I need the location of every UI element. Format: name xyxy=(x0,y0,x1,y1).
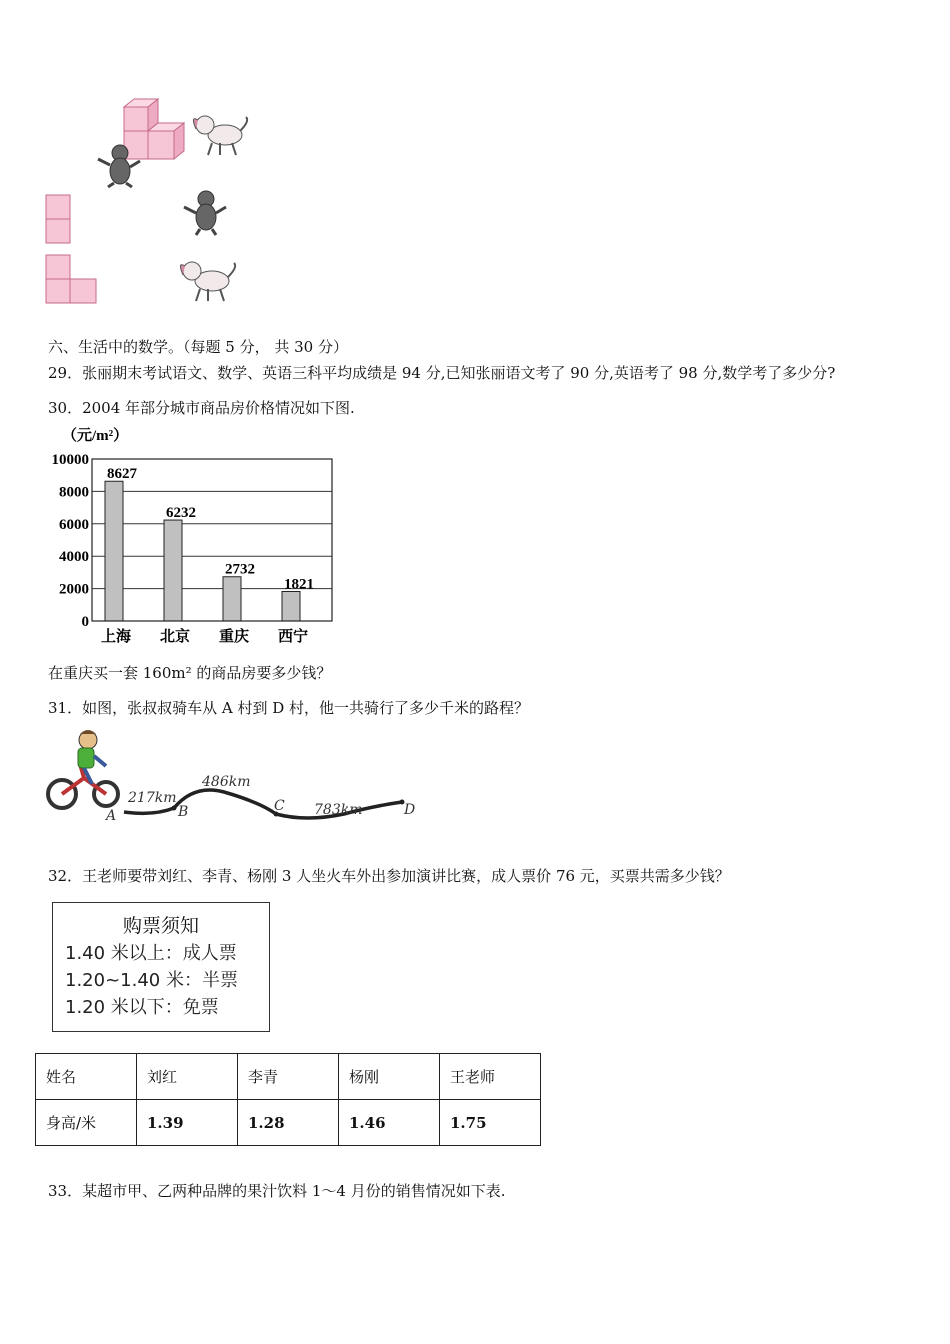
table-cell: 刘红 xyxy=(137,1054,238,1100)
y-tick-label: 4000 xyxy=(59,549,89,566)
x-tick-label: 重庆 xyxy=(218,627,250,645)
cyclist-icon xyxy=(48,730,118,808)
table-cell: 李青 xyxy=(238,1054,339,1100)
question-32: 32．王老师要带刘红、李青、杨刚 3 人坐火车外出参加演讲比赛，成人票价 76 元，买票共需多少钱？ xyxy=(48,867,730,885)
point-b-label: B xyxy=(178,804,189,820)
notice-line: 1.40 米以上：成人票 xyxy=(65,943,237,964)
table-cell: 王老师 xyxy=(440,1054,541,1100)
table-cell: 1.28 xyxy=(238,1100,339,1146)
ticket-notice-box xyxy=(52,902,270,1032)
question-31: 31．如图，张叔叔骑车从 A 村到 D 村，他一共骑行了多少千米的路程？ xyxy=(48,699,530,717)
x-tick-label: 北京 xyxy=(159,627,191,645)
bar-value-label: 2732 xyxy=(225,561,255,578)
point-c-label: C xyxy=(274,798,285,814)
dog-icon xyxy=(180,262,235,301)
table-cell: 身高/米 xyxy=(36,1100,137,1146)
point-a-label: A xyxy=(106,808,117,824)
table-cell: 姓名 xyxy=(36,1054,137,1100)
y-tick-label: 8000 xyxy=(59,484,89,501)
question-33: 33．某超市甲、乙两种品牌的果汁饮料 1～4 月份的销售情况如下表. xyxy=(48,1182,506,1200)
bar xyxy=(105,481,123,621)
table-cell: 1.75 xyxy=(440,1100,541,1146)
question-30: 30．2004 年部分城市商品房价格情况如下图. xyxy=(48,399,355,417)
front-view xyxy=(46,195,70,243)
x-tick-label: 上海 xyxy=(100,627,132,645)
price-bar-chart xyxy=(40,422,350,654)
bar xyxy=(164,520,182,621)
cube-view-figure xyxy=(40,95,260,310)
bar xyxy=(282,591,300,621)
y-axis-unit: （元/m²） xyxy=(62,428,129,444)
y-tick-label: 6000 xyxy=(59,516,89,533)
distance-ab: 217km xyxy=(128,790,177,806)
height-table xyxy=(35,1053,541,1146)
notice-title: 购票须知 xyxy=(122,915,199,937)
bar-value-label: 1821 xyxy=(284,576,314,593)
distance-cd: 783km xyxy=(314,802,363,818)
y-tick-label: 0 xyxy=(81,614,89,630)
notice-line: 1.20~1.40 米：半票 xyxy=(65,970,238,991)
route-figure xyxy=(44,730,444,830)
dog-icon xyxy=(193,116,247,155)
table-row xyxy=(36,1100,541,1146)
monkey-icon xyxy=(184,191,226,235)
distance-bc: 486km xyxy=(202,774,251,790)
table-cell: 1.46 xyxy=(339,1100,440,1146)
bar xyxy=(223,577,241,621)
y-tick-label: 2000 xyxy=(59,581,89,598)
table-cell: 杨刚 xyxy=(339,1054,440,1100)
bar-value-label: 8627 xyxy=(107,466,137,483)
point-d-label: D xyxy=(404,802,416,818)
table-row xyxy=(36,1054,541,1100)
question-29: 29．张丽期末考试语文、数学、英语三科平均成绩是 94 分,已知张丽语文考了 90 分,英语考了 98 分,数学考了多少分? xyxy=(48,364,836,382)
question-30-ask: 在重庆买一套 160m² 的商品房要多少钱？ xyxy=(48,664,332,682)
section-heading: 六、生活中的数学。（每题 5 分， 共 30 分） xyxy=(48,338,348,356)
table-cell: 1.39 xyxy=(137,1100,238,1146)
y-tick-label: 10000 xyxy=(51,452,89,468)
bar-value-label: 6232 xyxy=(166,505,196,522)
x-tick-label: 西宁 xyxy=(277,627,309,645)
notice-line: 1.20 米以下：免票 xyxy=(65,997,219,1018)
side-view xyxy=(46,255,96,303)
cube-stack xyxy=(124,99,184,159)
